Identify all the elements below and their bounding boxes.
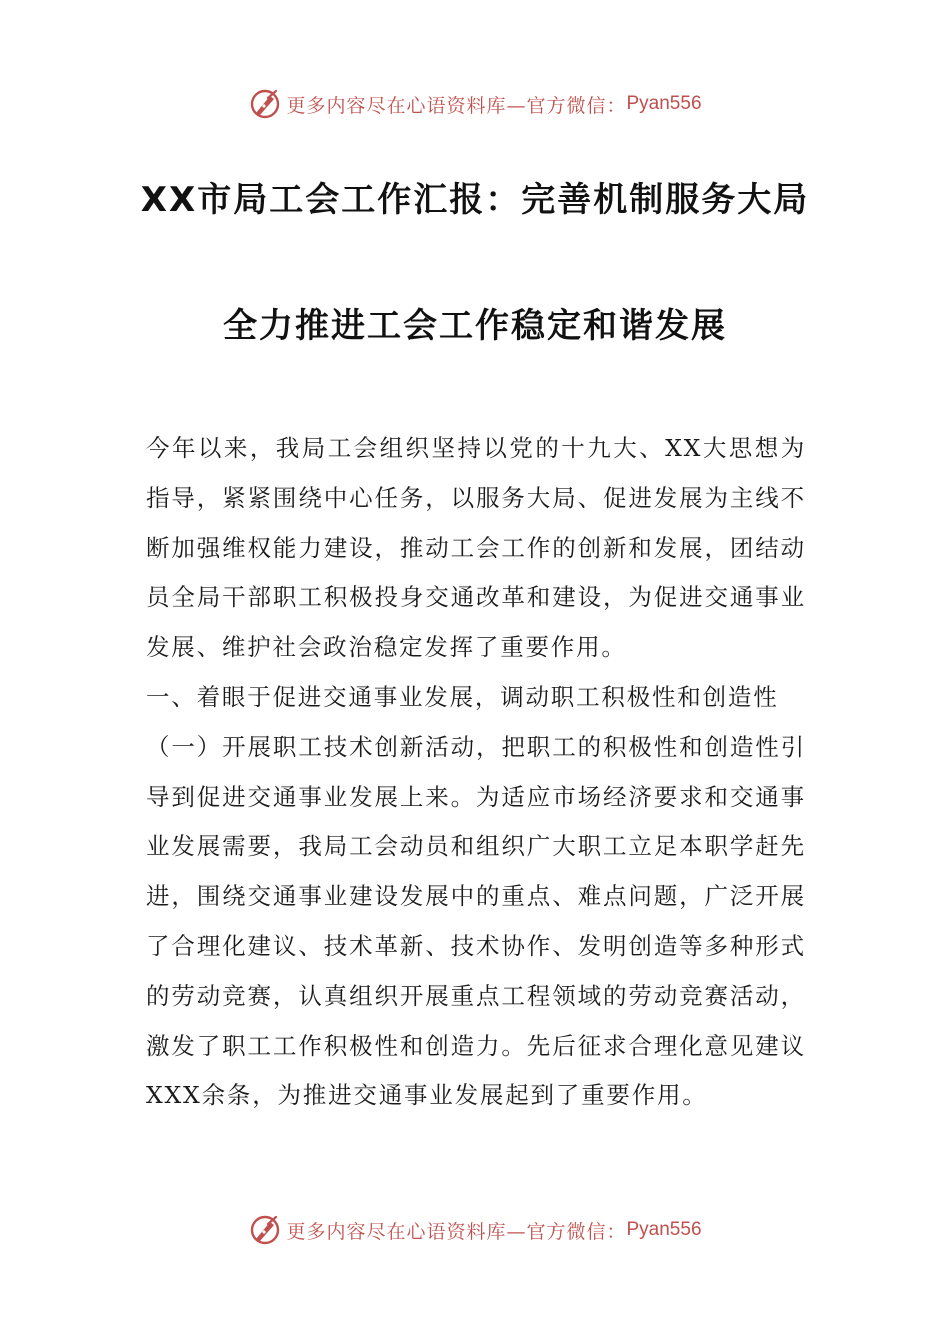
intro-paragraph: 今年以来，我局工会组织坚持以党的十九大、XX大思想为指导，紧紧围绕中心任务，以服务大局、促进发展为主线不断加强维权能力建设，推动工会工作的创新和发展，团结动员全局干部职工积极投身交通改革和建设，为促进交通事业发展、维护社会政治稳定发挥了重要作用。 — [146, 434, 806, 662]
section-1-paragraph: （一）开展职工技术创新活动，把职工的积极性和创造性引导到促进交通事业发展上来。为适应市场经济要求和交通事业发展需要，我局工会动员和组织广大职工立足本职学赶先进，围绕交通事业建设发展中的重点、难点问题，广泛开展了合理化建议、技术革新、技术协作、发明创造等多种形式的劳动竞赛，认真组织开展重点工程领域的劳动竞赛活动，激发了职工工作积极性和创造力。先后征求合理化意见建议XXX余条，为推进交通事业发展起到了重要作用。 — [146, 732, 806, 1110]
watermark-text: 更多内容尽在心语资料库—官方微信： — [286, 1220, 627, 1243]
document-title-line-1: XX市局工会工作汇报：完善机制服务大局 — [140, 180, 810, 220]
watermark-text: 更多内容尽在心语资料库—官方微信： — [286, 94, 627, 117]
header-watermark — [0, 84, 950, 124]
document-body — [146, 424, 806, 1121]
section-1-heading: 一、着眼于促进交通事业发展，调动职工积极性和创造性 — [146, 682, 779, 711]
document-title-line-2: 全力推进工会工作稳定和谐发展 — [223, 306, 727, 346]
pen-nib-circle-icon — [248, 87, 282, 121]
watermark-wechat-id: Pyan556 — [626, 93, 702, 114]
pen-nib-circle-icon — [248, 1213, 282, 1247]
footer-watermark — [0, 1210, 950, 1250]
watermark-wechat-id: Pyan556 — [626, 1219, 702, 1240]
